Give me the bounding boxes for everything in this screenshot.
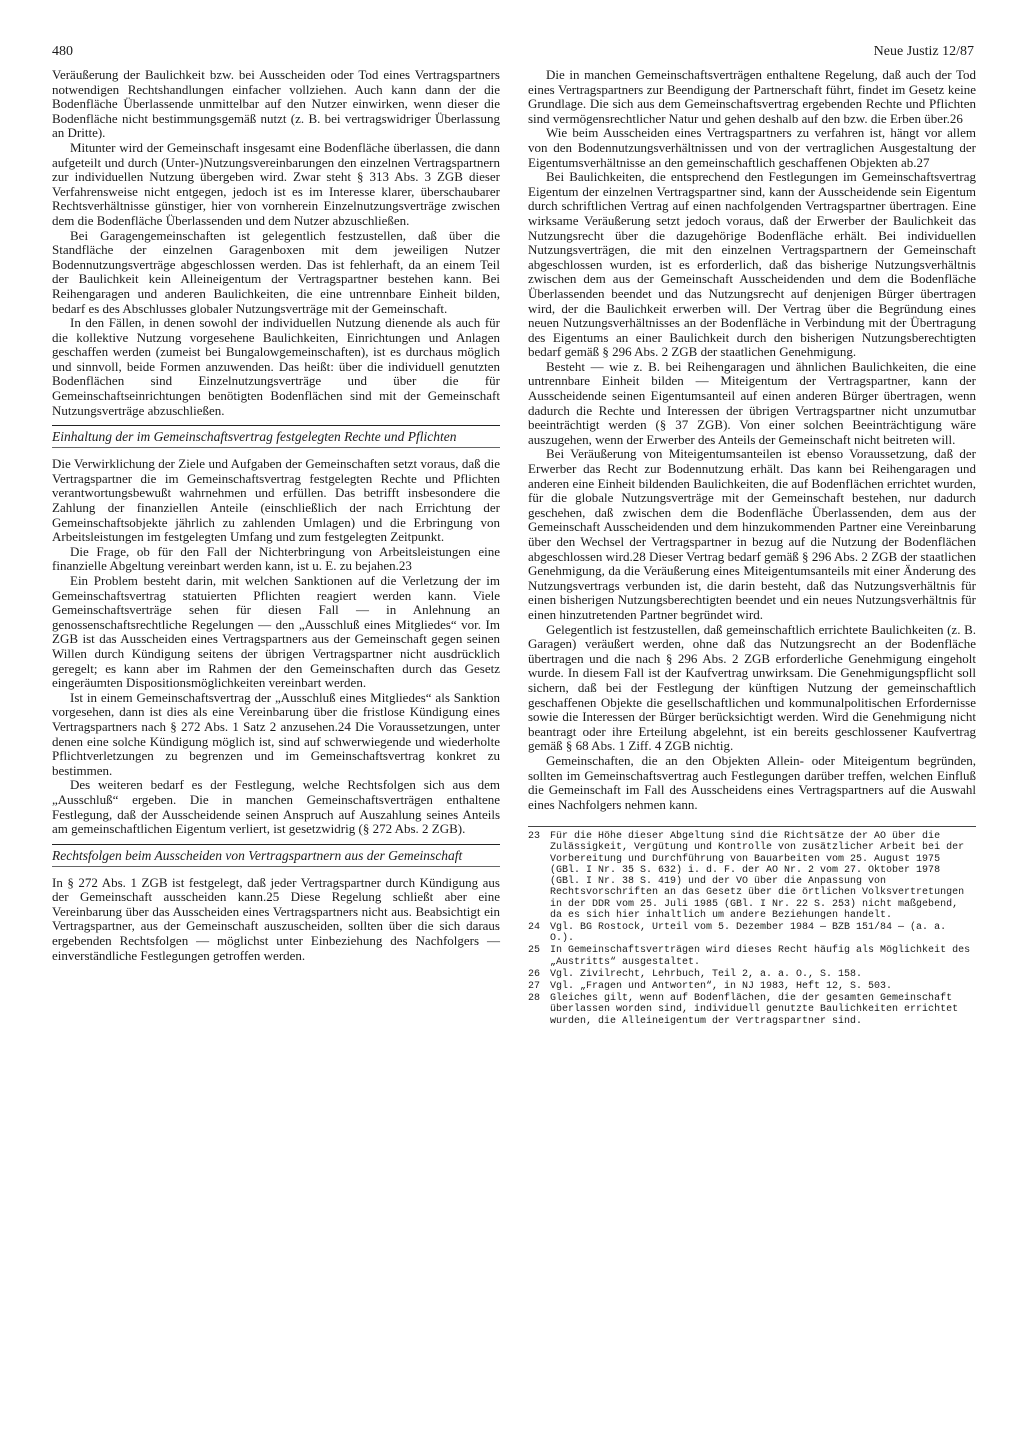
paragraph: Gemeinschaften, die an den Objekten Allein- oder Miteigentum begründen, sollten im Gemeinschaftsvertrag auch Festlegungen darüber treffen, welchen Einfluß die Gemeinschaft im Fall des Ausscheidens eines Vertragspartners auf die Auswahl eines Nachfolgers nehmen kann. bbox=[528, 752, 976, 812]
footnote-number: 24 bbox=[528, 921, 541, 933]
paragraph: In den Fällen, in denen sowohl der individuellen Nutzung dienende als auch für die kollektive Nutzung vorgesehene Baulichkeiten, Einrichtungen und Anlagen geschaffen werden (zumeist bei Bungalowgemeinschaften), ist es durchaus möglich und sinnvoll, beide Formen anzuwenden. Das heißt: über die individuell genutzten Bodenflächen sind Einzelnutzungsverträge und über die für Gemeinschaftseinrichtungen benötigten Bodenflächen sind mit der Gemeinschaft Nutzungsverträge abzuschließen. bbox=[52, 315, 500, 418]
footnote bbox=[528, 993, 976, 1027]
footnote-text: Gleiches gilt, wenn auf Bodenflächen, die der gesamten Gemeinschaft überlassen worden sind, individuell genutzte Baulichkeiten errichtet wurden, die Alleineigentum der Vertragspartner sind. bbox=[550, 993, 959, 1027]
page-number: 480 bbox=[52, 44, 73, 59]
footnote-text: Vgl. BG Rostock, Urteil vom 5. Dezember 1984 — BZB 151/84 — (a. a. O.). bbox=[550, 921, 947, 945]
paragraph: Mitunter wird der Gemeinschaft insgesamt eine Bodenfläche überlassen, die dann aufgeteilt und durch (Unter-)Nutzungsvereinbarungen den einzelnen Vertragspartnern zur individuellen Nutzung übergeben wird. Zwar steht § 313 Abs. 3 ZGB dieser Verfahrensweise nicht entgegen, jedoch ist es im Interesse klarer, überschaubarer Rechtsverhältnisse günstiger, hier von vornherein Einzelnutzungsverträge zwischen dem die Bodenfläche Überlassenden und dem Nutzer abzuschließen. bbox=[52, 139, 500, 228]
paragraph: Bei Garagengemeinschaften ist gelegentlich festzustellen, daß über die Standfläche der einzelnen Garagenboxen mit dem jeweiligen Nutzer Bodennutzungsverträge abgeschlossen werden. Das ist fehlerhaft, da an einem Teil der Baulichkeit kein Alleineigentum der Vertragspartner bestehen kann. Bei Reihengaragen und anderen Baulichkeiten, die eine untrennbare Einheit bilden, bedarf es des Abschlusses globaler Nutzungsverträge mit der Gemeinschaft. bbox=[52, 227, 500, 316]
footnote-number: 28 bbox=[528, 993, 541, 1005]
paragraph: Des weiteren bedarf es der Festlegung, welche Rechtsfolgen sich aus dem „Ausschluß“ ergeben. Die in manchen Gemeinschaftsverträgen enthaltene Festlegung, daß der Ausscheidende seinen Anspruch auf Auszahlung seines Anteils am gemeinschaftlichen Eigentum verliert, ist gesetzwidrig (§ 272 Abs. 2 ZGB). bbox=[52, 777, 500, 837]
footnote-text: Für die Höhe dieser Abgeltung sind die Richtsätze der AO über die Zulässigkeit, Vergütung und Kontrolle von zusätzlicher Arbeit bei der Vorbereitung und Durchführung von Bauarbeiten vom 25. August 1975 (GBl. I Nr. 35 S. 632) i. d. F. der AO Nr. 2 vom 27. Oktober 1978 (GBl. I Nr. 38 S. 419) und der VO über die Anpassung von Rechtsvorschriften an das Gesetz über die örtlichen Volksvertretungen in der DDR vom 25. Juli 1985 (GBl. I Nr. 22 S. 253) nicht maßgebend, da es sich hier inhaltlich um andere Beziehungen handelt. bbox=[550, 831, 965, 921]
section-heading: Einhaltung der im Gemeinschaftsvertrag festgelegten Rechte und Pflichten bbox=[52, 425, 500, 448]
right-column bbox=[528, 68, 976, 1028]
footnote bbox=[528, 922, 976, 944]
footnote bbox=[528, 831, 976, 921]
footnote-number: 26 bbox=[528, 968, 541, 980]
footnote bbox=[528, 945, 976, 967]
paragraph: Ein Problem besteht darin, mit welchen Sanktionen auf die Verletzung der im Gemeinschaftsvertrag statuierten Pflichten reagiert werden kann. Viele Gemeinschaftsverträge sehen für diesen Fall — in Anlehnung an genossenschaftsrechtliche Regelungen — den „Ausschluß eines Mitgliedes“ vor. Im ZGB ist das Ausscheiden eines Vertragspartners aus der Gemeinschaft gegen seinen Willen durch Kündigung seitens der übrigen Vertragspartner nicht ausdrücklich geregelt; es kann aber im Rahmen der den Gemeinschaften durch das Gesetz eingeräumten Dispositionsmöglichkeiten vereinbart werden. bbox=[52, 573, 500, 691]
journal-title: Neue Justiz 12/87 bbox=[873, 44, 974, 59]
footnote-number: 27 bbox=[528, 980, 541, 992]
footnotes bbox=[528, 826, 976, 1026]
paragraph: Veräußerung der Baulichkeit bzw. bei Ausscheiden oder Tod eines Vertragspartners notwendigen Rechtshandlungen einfacher vollziehen. Auch kann dann der die Bodenfläche Überlassende unmittelbar auf den Nutzer einwirken, wenn dieser die Bodenfläche nicht bestimmungsgemäß nutzt (z. B. bei vertragswidriger Überlassung an Dritte). bbox=[52, 67, 500, 141]
paragraph: In § 272 Abs. 1 ZGB ist festgelegt, daß jeder Vertragspartner durch Kündigung aus der Gemeinschaft ausscheiden kann.25 Diese Regelung schließt aber eine Vereinbarung über das Ausscheiden eines Vertragspartners nicht aus. Beabsichtigt ein Vertragspartner, aus der Gemeinschaft auszuscheiden, sollten über die sich daraus ergebenden Rechtsfolgen — möglichst unter Einbeziehung des Nachfolgers — einverständliche Festlegungen getroffen werden. bbox=[52, 874, 500, 963]
paragraph: Wie beim Ausscheiden eines Vertragspartners zu verfahren ist, hängt vor allem von den Bodennutzungsverhältnissen und von der vertraglichen Ausgestaltung der Eigentumsverhältnisse an den gemeinschaftlich geschaffenen Objekten ab.27 bbox=[528, 125, 976, 170]
footnote-text: In Gemeinschaftsverträgen wird dieses Recht häufig als Möglichkeit des „Austritts“ ausgestaltet. bbox=[550, 945, 971, 968]
footnote bbox=[528, 969, 976, 980]
left-column bbox=[52, 68, 500, 963]
footnote-text: Vgl. „Fragen und Antworten“, in NJ 1983, Heft 12, S. 503. bbox=[550, 980, 893, 992]
paragraph: Bei Veräußerung von Miteigentumsanteilen ist ebenso Voraussetzung, daß der Erwerber das Recht zur Bodennutzung erhält. Das kann bei Reihengaragen und anderen eine Einheit bildenden Baulichkeiten, die auf Bodenflächen errichtet wurden, für die globale Nutzungsverträge mit der Gemeinschaft bestehen, nur dadurch geschehen, daß zwischen dem die Bodenfläche Überlassenden, dem aus der Gemeinschaft Ausscheidenden und dem hinzukommenden Partner eine Vereinbarung über den Wechsel der Vertragspartner in bezug auf die Nutzung der Bodenflächen abgeschlossen wird.28 Dieser Vertrag bedarf gemäß § 296 Abs. 2 ZGB der staatlichen Genehmigung, da die Veräußerung eines Miteigentumsanteils mit einer Änderung des Nutzungsvertrags verbunden ist, die darin besteht, daß das Nutzungsverhältnis für einen bisherigen Nutzungsberechtigten beendet und ein neues Nutzungsverhältnis für einen hinzutretenden Partner begründet wird. bbox=[528, 446, 976, 622]
footnote bbox=[528, 981, 976, 992]
paragraph: Gelegentlich ist festzustellen, daß gemeinschaftlich errichtete Baulichkeiten (z. B. Garagen) veräußert werden, ohne daß das Nutzungsrecht an der Bodenfläche übertragen und die nach § 296 Abs. 2 ZGB erforderliche Genehmigung eingeholt wurde. In diesem Fall ist der Kaufvertrag unwirksam. Die Genehmigungspflicht soll sichern, daß bei der Festlegung der künftigen Nutzung der gemeinschaftlich geschaffenen Objekte die gesellschaftlichen und kommunalpolitischen Erfordernisse sowie die Interessen der Bürger berücksichtigt werden. Wird die Genehmigung nicht beantragt oder ihre Erteilung abgelehnt, ist ein bereits geschlossener Kaufvertrag gemäß § 68 Abs. 1 Ziff. 4 ZGB nichtig. bbox=[528, 621, 976, 754]
section-heading: Rechtsfolgen beim Ausscheiden von Vertragspartnern aus der Gemeinschaft bbox=[52, 844, 500, 867]
paragraph: Besteht — wie z. B. bei Reihengaragen und ähnlichen Baulichkeiten, die eine untrennbare Einheit bilden — Miteigentum der Vertragspartner, kann der Ausscheidende seinen Eigentumsanteil auf einen anderen Bürger übertragen, wenn dadurch die Rechte und Interessen der übrigen Vertragspartner nicht unzumutbar beeinträchtigt werden (§ 37 ZGB). Von einer solchen Beeinträchtigung wäre auszugehen, wenn der Erwerber des Anteils der Gemeinschaft nicht beitreten will. bbox=[528, 358, 976, 447]
paragraph: Bei Baulichkeiten, die entsprechend den Festlegungen im Gemeinschaftsvertrag Eigentum der einzelnen Vertragspartner sind, kann der Ausscheidende sein Eigentum durch schriftlichen Vertrag auf einen nachfolgenden Vertragspartner übertragen. Eine wirksame Veräußerung setzt jedoch voraus, daß der Erwerber der Baulichkeit das Nutzungsrecht über die dazugehörige Bodenfläche erhält. Bei individuellen Nutzungsverträgen, die mit den einzelnen Vertragspartnern der Gemeinschaft abgeschlossen wurden, ist es erforderlich, daß das bisherige Nutzungsverhältnis zwischen dem aus der Gemeinschaft Ausscheidenden und dem die Bodenfläche Überlassenden beendet und das Nutzungsrecht auf denjenigen Bürger übertragen wird, der die Baulichkeit erwerben will. Der Vertrag über die Begründung eines neuen Nutzungsverhältnisses an der Bodenfläche in Verbindung mit der Übertragung des Eigentums an einer Baulichkeit durch den bisherigen Nutzungsberechtigten bedarf gemäß § 296 Abs. 2 ZGB der staatlichen Genehmigung. bbox=[528, 169, 976, 360]
paragraph: Die Verwirklichung der Ziele und Aufgaben der Gemeinschaften setzt voraus, daß die Vertragspartner die im Gemeinschaftsvertrag festgelegten Rechte und Pflichten verantwortungsbewußt wahrnehmen und erfüllen. Das betrifft insbesondere die Zahlung der finanziellen Anteile (einschließlich der nach Errichtung der Gemeinschaftsobjekte jährlich zu zahlenden Umlagen) und die Erbringung von Arbeitsleistungen im festgelegten Umfang und zum festgelegten Zeitpunkt. bbox=[52, 456, 500, 545]
footnote-number: 25 bbox=[528, 945, 541, 957]
footnote-text: Vgl. Zivilrecht, Lehrbuch, Teil 2, a. a. O., S. 158. bbox=[550, 968, 863, 980]
paragraph: Die Frage, ob für den Fall der Nichterbringung von Arbeitsleistungen eine finanzielle Abgeltung vereinbart werden kann, ist u. E. zu bejahen.23 bbox=[52, 543, 500, 574]
paragraph: Die in manchen Gemeinschaftsverträgen enthaltene Regelung, daß auch der Tod eines Vertragspartners zur Beendigung der Partnerschaft führt, findet im Gesetz keine Grundlage. Die sich aus dem Gemeinschaftsvertrag ergebenden Rechte und Pflichten sind vermögensrechtlicher Natur und gehen deshalb auf den bzw. die Erben über.26 bbox=[528, 67, 976, 126]
footnote-number: 23 bbox=[528, 831, 541, 843]
paragraph: Ist in einem Gemeinschaftsvertrag der „Ausschluß eines Mitgliedes“ als Sanktion vorgesehen, dann ist dies als eine Vereinbarung über die fristlose Kündigung eines Vertragspartners nach § 272 Abs. 1 Satz 2 anzusehen.24 Die Voraussetzungen, unter denen eine solche Kündigung möglich ist, sind auf schwerwiegende und wiederholte Pflichtverletzungen zu begrenzen und im Gemeinschaftsvertrag konkret zu bestimmen. bbox=[52, 689, 500, 778]
